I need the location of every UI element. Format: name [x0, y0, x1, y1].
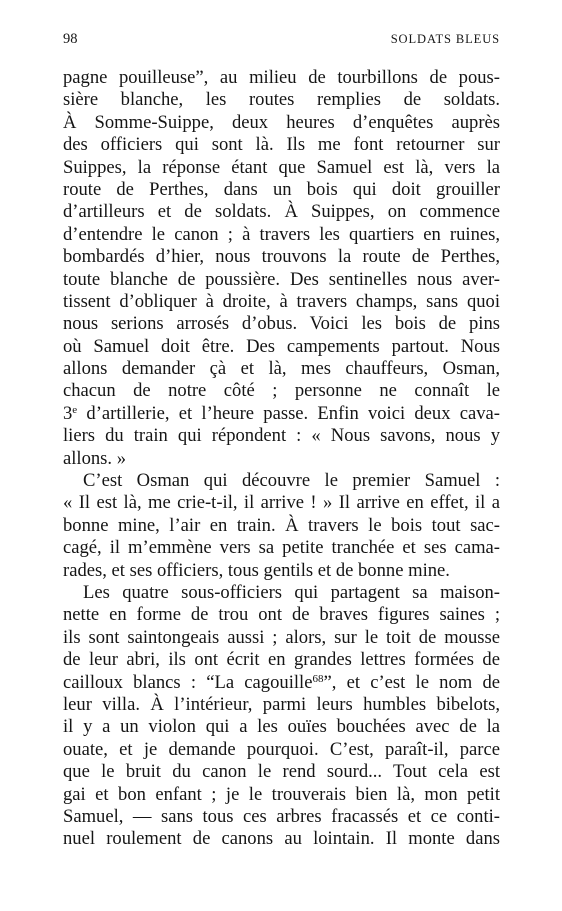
text-line: nuel roulement de canons au lointain. Il monte dans — [63, 828, 500, 850]
paragraph-start-line: Les quatre sous-officiers qui partagent sa maison- — [83, 581, 500, 603]
text-line: de leur abri, ils ont écrit en grandes lettres formées de — [63, 649, 500, 671]
text-line: bombardés d’hier, nous trouvons la route de Perthes, — [63, 246, 500, 268]
text-line: À Somme-Suippe, deux heures d’enquêtes auprès — [63, 111, 500, 133]
text-line: « Il est là, me crie-t-il, il arrive ! » Il arrive en effet, il a — [63, 492, 500, 514]
text-line: ouate, et je demande pourquoi. C’est, paraît-il, parce — [63, 738, 500, 760]
text-line: route de Perthes, dans un bois qui doit grouiller — [63, 178, 500, 200]
text-line-with-footnote — [63, 672, 500, 694]
text-line: cagé, il m’emmène vers sa petite tranchée et ses cama- — [63, 537, 500, 559]
text-line: des officiers qui sont là. Ils me font retourner sur — [63, 134, 500, 156]
footnote-reference: 68 — [312, 672, 324, 685]
body-text — [63, 67, 500, 851]
text-line-with-ordinal — [63, 403, 500, 425]
text-line: nette en forme de trou ont de braves figures saines ; — [63, 604, 500, 626]
text-line: allons. » — [63, 447, 127, 469]
text-line: que le bruit du canon le rend sourd... Tout cela est — [63, 761, 500, 783]
text-line: pagne pouilleuse”, au milieu de tourbillons de pous- — [63, 67, 500, 88]
text-line: bonne mine, l’air en train. À travers le bois tout sac- — [63, 514, 500, 536]
text-line: gai et bon enfant ; je le trouverais bien là, mon petit — [63, 783, 500, 805]
text-line: d’entendre le canon ; à travers les quartiers en ruines, — [63, 223, 500, 245]
text-line: chacun de notre côté ; personne ne connaît le — [63, 380, 500, 402]
text-line: nous serions arrosés d’obus. Voici les bois de pins — [63, 313, 500, 335]
text-line: tissent d’obliquer à droite, à travers champs, sans quoi — [63, 290, 500, 312]
text-line: d’artilleurs et de soldats. À Suippes, on commence — [63, 201, 500, 223]
running-header — [63, 30, 500, 48]
text-line: Suippes, la réponse étant que Samuel est là, vers la — [63, 156, 500, 178]
text-line-remainder: d’artillerie, et l’heure passe. Enfin voici deux cava- — [77, 402, 500, 424]
paragraph-start-line: C’est Osman qui découvre le premier Samuel : — [83, 470, 500, 492]
text-line: toute blanche de poussière. Des sentinelles nous aver- — [63, 268, 500, 290]
text-line: rades, et ses officiers, tous gentils et de bonne mine. — [63, 559, 450, 581]
running-title: SOLDATS BLEUS — [390, 32, 500, 46]
text-line-end: ”, et c’est le nom de — [323, 671, 500, 693]
ordinal-number: 3 — [63, 402, 73, 424]
text-line: Samuel, — sans tous ces arbres fracassés et ce conti- — [63, 805, 500, 827]
text-line: il y a un violon qui a les ouïes bouchées avec de la — [63, 716, 500, 738]
text-line: sière blanche, les routes remplies de soldats. — [63, 89, 500, 111]
text-line: ils sont saintongeais aussi ; alors, sur le toit de mousse — [63, 626, 500, 648]
ordinal-suffix: e — [72, 403, 78, 416]
text-line: liers du train qui répondent : « Nous savons, nous y — [63, 425, 500, 447]
text-line: où Samuel doit être. Des campements partout. Nous — [63, 335, 500, 357]
page-number: 98 — [63, 31, 78, 47]
text-line: leur villa. À l’intérieur, parmi leurs humbles bibelots, — [63, 693, 500, 715]
text-line: allons demander çà et là, mes chauffeurs, Osman, — [63, 358, 500, 380]
text-line-start: cailloux blancs : “La cagouille — [63, 671, 313, 693]
